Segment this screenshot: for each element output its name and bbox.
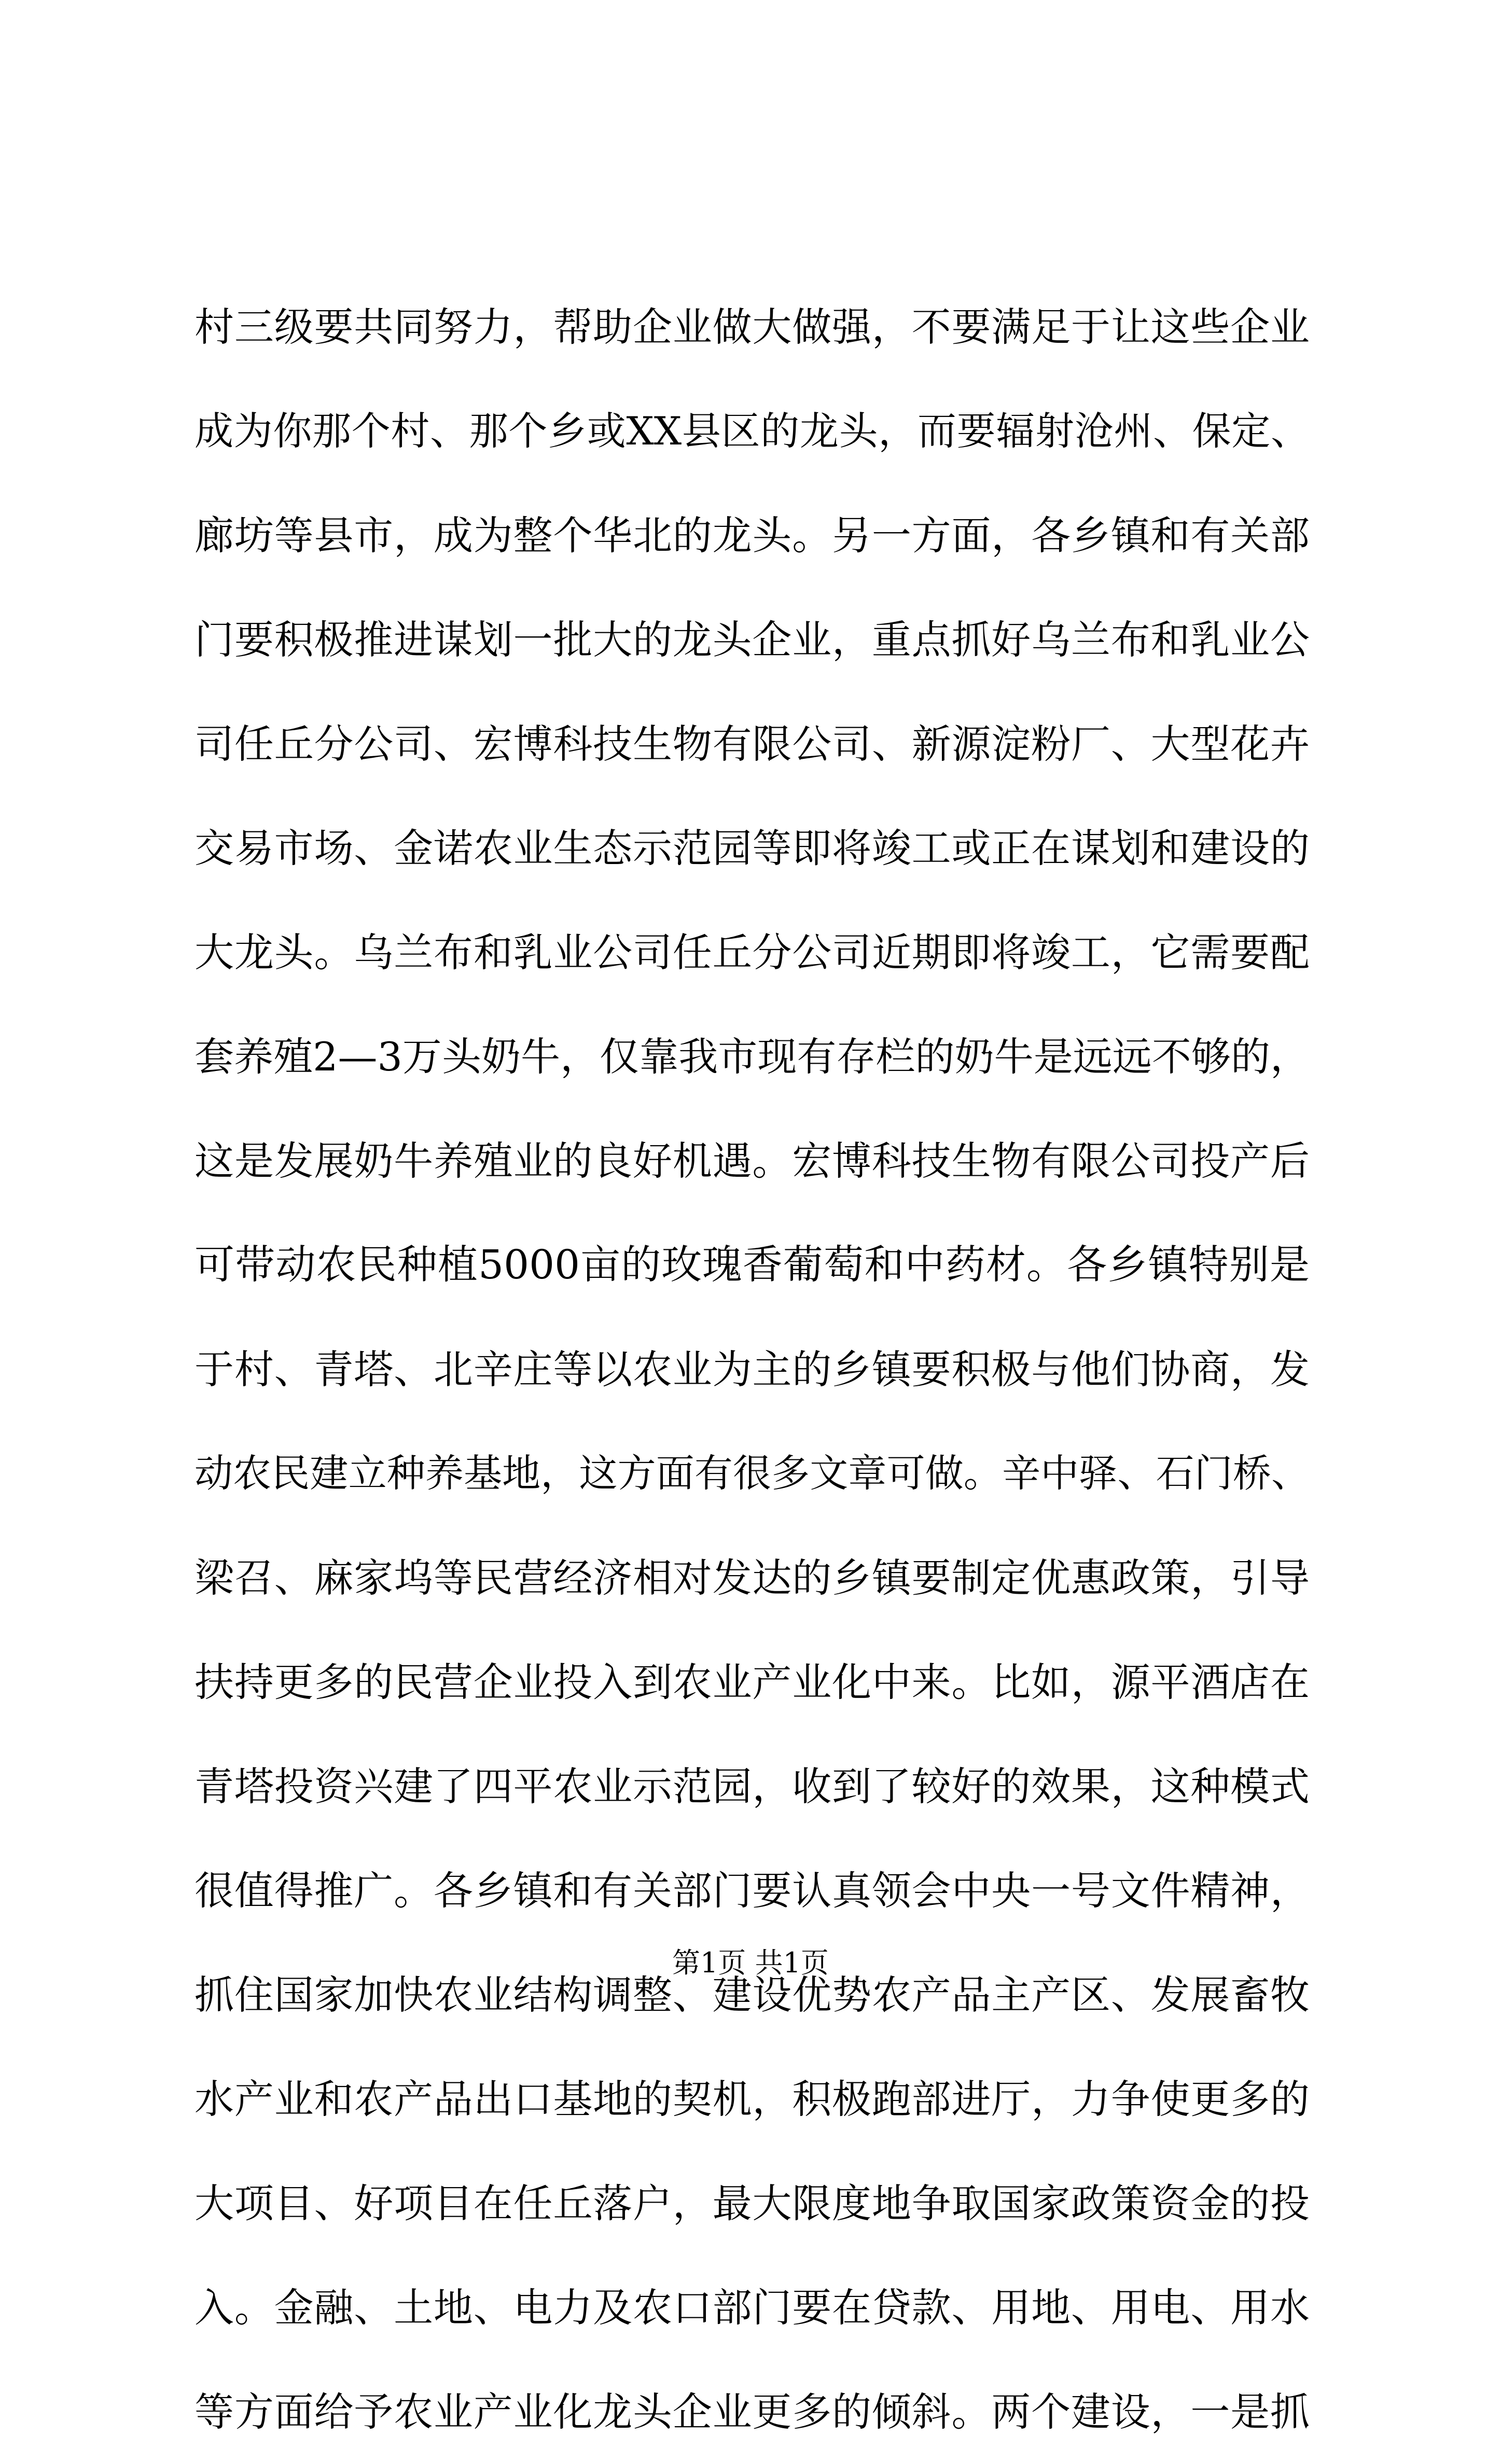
text-line: 村三级要共同努力，帮助企业做大做强，不要满足于让这些企业 [194, 304, 1310, 350]
text-line: 抓住国家加快农业结构调整、建设优势农产品主产区、发展畜牧 [194, 1972, 1310, 2018]
text-line: 交易市场、金诺农业生态示范园等即将竣工或正在谋划和建设的 [194, 825, 1310, 871]
text-line: 动农民建立种养基地，这方面有很多文章可做。辛中驿、石门桥、 [194, 1451, 1310, 1496]
text-line: 等方面给予农业产业化龙头企业更多的倾斜。两个建设，一是抓 [194, 2389, 1310, 2435]
text-line: 套养殖2—3万头奶牛，仅靠我市现有存栏的奶牛是远远不够的， [194, 1034, 1310, 1080]
text-line: 青塔投资兴建了四平农业示范园，收到了较好的效果，这种模式 [194, 1763, 1310, 1809]
text-line: 门要积极推进谋划一批大的龙头企业，重点抓好乌兰布和乳业公 [194, 617, 1310, 663]
text-line: 司任丘分公司、宏博科技生物有限公司、新源淀粉厂、大型花卉 [194, 721, 1310, 767]
text-line: 入。金融、土地、电力及农口部门要在贷款、用地、用电、用水 [194, 2285, 1310, 2331]
text-line: 扶持更多的民营企业投入到农业产业化中来。比如，源平酒店在 [194, 1659, 1310, 1705]
text-line: 这是发展奶牛养殖业的良好机遇。宏博科技生物有限公司投产后 [194, 1138, 1310, 1184]
text-line: 于村、青塔、北辛庄等以农业为主的乡镇要积极与他们协商，发 [194, 1346, 1310, 1393]
page-footer: 第1页 共1页 [672, 1946, 829, 1979]
text-line: 可带动农民种植5000亩的玫瑰香葡萄和中药材。各乡镇特别是 [194, 1242, 1310, 1288]
body-text [194, 275, 1310, 2464]
text-line: 很值得推广。各乡镇和有关部门要认真领会中央一号文件精神， [194, 1868, 1310, 1914]
text-line: 大项目、好项目在任丘落户，最大限度地争取国家政策资金的投 [194, 2180, 1310, 2226]
text-line: 成为你那个村、那个乡或XX县区的龙头，而要辐射沧州、保定、 [194, 408, 1310, 454]
text-line: 梁召、麻家坞等民营经济相对发达的乡镇要制定优惠政策，引导 [194, 1555, 1310, 1601]
text-line: 廊坊等县市，成为整个华北的龙头。另一方面，各乡镇和有关部 [194, 512, 1310, 559]
text-line: 大龙头。乌兰布和乳业公司任丘分公司近期即将竣工，它需要配 [194, 929, 1310, 976]
text-line: 水产业和农产品出口基地的契机，积极跑部进厅，力争使更多的 [194, 2076, 1310, 2122]
